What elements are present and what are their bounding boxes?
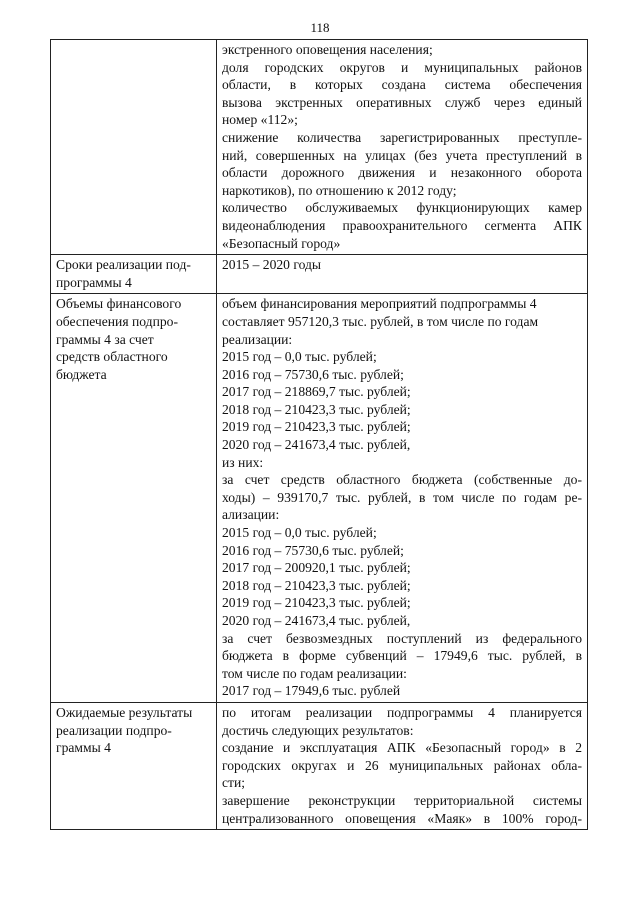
value-line: области, в которых создана система обеспечения	[222, 77, 582, 93]
label-line: средств областного	[56, 349, 168, 365]
value-line: реализации:	[222, 331, 293, 347]
value-line: экстренного оповещения населения;	[222, 42, 433, 57]
value-line: объем финансирования мероприятий подпрограммы 4	[222, 296, 537, 312]
value-line: 2017 год – 17949,6 тыс. рублей	[222, 683, 401, 699]
value-line: «Безопасный город»	[222, 235, 341, 251]
label-line: граммы 4	[56, 740, 111, 756]
label-line: Ожидаемые результаты	[56, 704, 193, 720]
value-line: из них:	[222, 454, 264, 470]
value-line: ний, совершенных на улицах (без учета преступлений в	[222, 147, 582, 163]
row-value-cell	[217, 40, 588, 255]
cell-spacer	[222, 274, 582, 282]
value-line: сти;	[222, 775, 246, 791]
label-line: реализации подпро-	[56, 722, 172, 738]
table-row	[51, 294, 588, 703]
value-line: централизованного оповещения «Маяк» в 100% город-	[222, 810, 582, 826]
value-line: по итогам реализации подпрограммы 4 планируется	[222, 704, 582, 720]
value-line: снижение количества зарегистрированных преступле-	[222, 129, 582, 145]
value-line: за счет безвозмездных поступлений из федерального	[222, 630, 582, 646]
value-line: доля городских округов и муниципальных районов	[222, 59, 582, 75]
value-line: ализации:	[222, 507, 280, 523]
value-line: создание и эксплуатация АПК «Безопасный город» в 2	[222, 740, 582, 756]
row-value-cell	[217, 294, 588, 703]
row-label-cell	[51, 702, 217, 829]
value-line: наркотиков), по отношению к 2012 году;	[222, 182, 457, 198]
value-line: количество обслуживаемых функционирующих камер	[222, 200, 582, 216]
label-line: Объемы финансового	[56, 296, 182, 312]
passport-table	[50, 39, 588, 830]
page-number: 118	[310, 20, 330, 35]
value-line: завершение реконструкции территориальной системы	[222, 792, 582, 808]
value-line: 2015 год – 0,0 тыс. рублей;	[222, 525, 377, 541]
value-line: 2016 год – 75730,6 тыс. рублей;	[222, 542, 404, 558]
label-line: Сроки реализации под-	[56, 257, 191, 273]
row-label-cell	[51, 40, 217, 255]
value-line: видеонаблюдения правоохранительного сегмента АПК	[222, 217, 582, 233]
label-line: бюджета	[56, 366, 107, 382]
value-line: 2020 год – 241673,4 тыс. рублей,	[222, 437, 411, 453]
value-line: 2020 год – 241673,4 тыс. рублей,	[222, 613, 411, 628]
value-line: 2019 год – 210423,3 тыс. рублей;	[222, 595, 411, 611]
row-label-cell	[51, 255, 217, 294]
value-line: 2017 год – 218869,7 тыс. рублей;	[222, 384, 411, 400]
label-line: обеспечения подпро-	[56, 313, 178, 329]
value-line: составляет 957120,3 тыс. рублей, в том числе по годам	[222, 313, 539, 329]
value-line: 2019 год – 210423,3 тыс. рублей;	[222, 419, 411, 435]
value-line: 2015 год – 0,0 тыс. рублей;	[222, 349, 377, 365]
value-line: 2016 год – 75730,6 тыс. рублей;	[222, 366, 404, 382]
value-line: области дорожного движения и незаконного оборота	[222, 165, 582, 181]
value-line: ходы) – 939170,7 тыс. рублей, в том числе по годам ре-	[222, 489, 582, 505]
value-line: 2017 год – 200920,1 тыс. рублей;	[222, 560, 411, 576]
row-value-cell	[217, 702, 588, 829]
row-value-cell	[217, 255, 588, 294]
value-line: 2015 – 2020 годы	[222, 257, 322, 273]
table-row	[51, 40, 588, 255]
table-row	[51, 702, 588, 829]
label-line: программы 4	[56, 274, 132, 290]
value-line: достичь следующих результатов:	[222, 722, 414, 738]
table-row	[51, 255, 588, 294]
value-line: бюджета в форме субвенций – 17949,6 тыс. рублей, в	[222, 648, 582, 664]
value-line: 2018 год – 210423,3 тыс. рублей;	[222, 577, 411, 593]
value-line: городских округах и 26 муниципальных районах обла-	[222, 757, 582, 773]
row-label-cell	[51, 294, 217, 703]
value-line: 2018 год – 210423,3 тыс. рублей;	[222, 401, 411, 417]
value-line: номер «112»;	[222, 112, 298, 128]
value-line: том числе по годам реализации:	[222, 665, 407, 681]
value-line: вызова экстренных оперативных служб через единый	[222, 94, 582, 110]
value-line: за счет средств областного бюджета (собственные до-	[222, 472, 582, 488]
label-line: граммы 4 за счет	[56, 331, 154, 347]
